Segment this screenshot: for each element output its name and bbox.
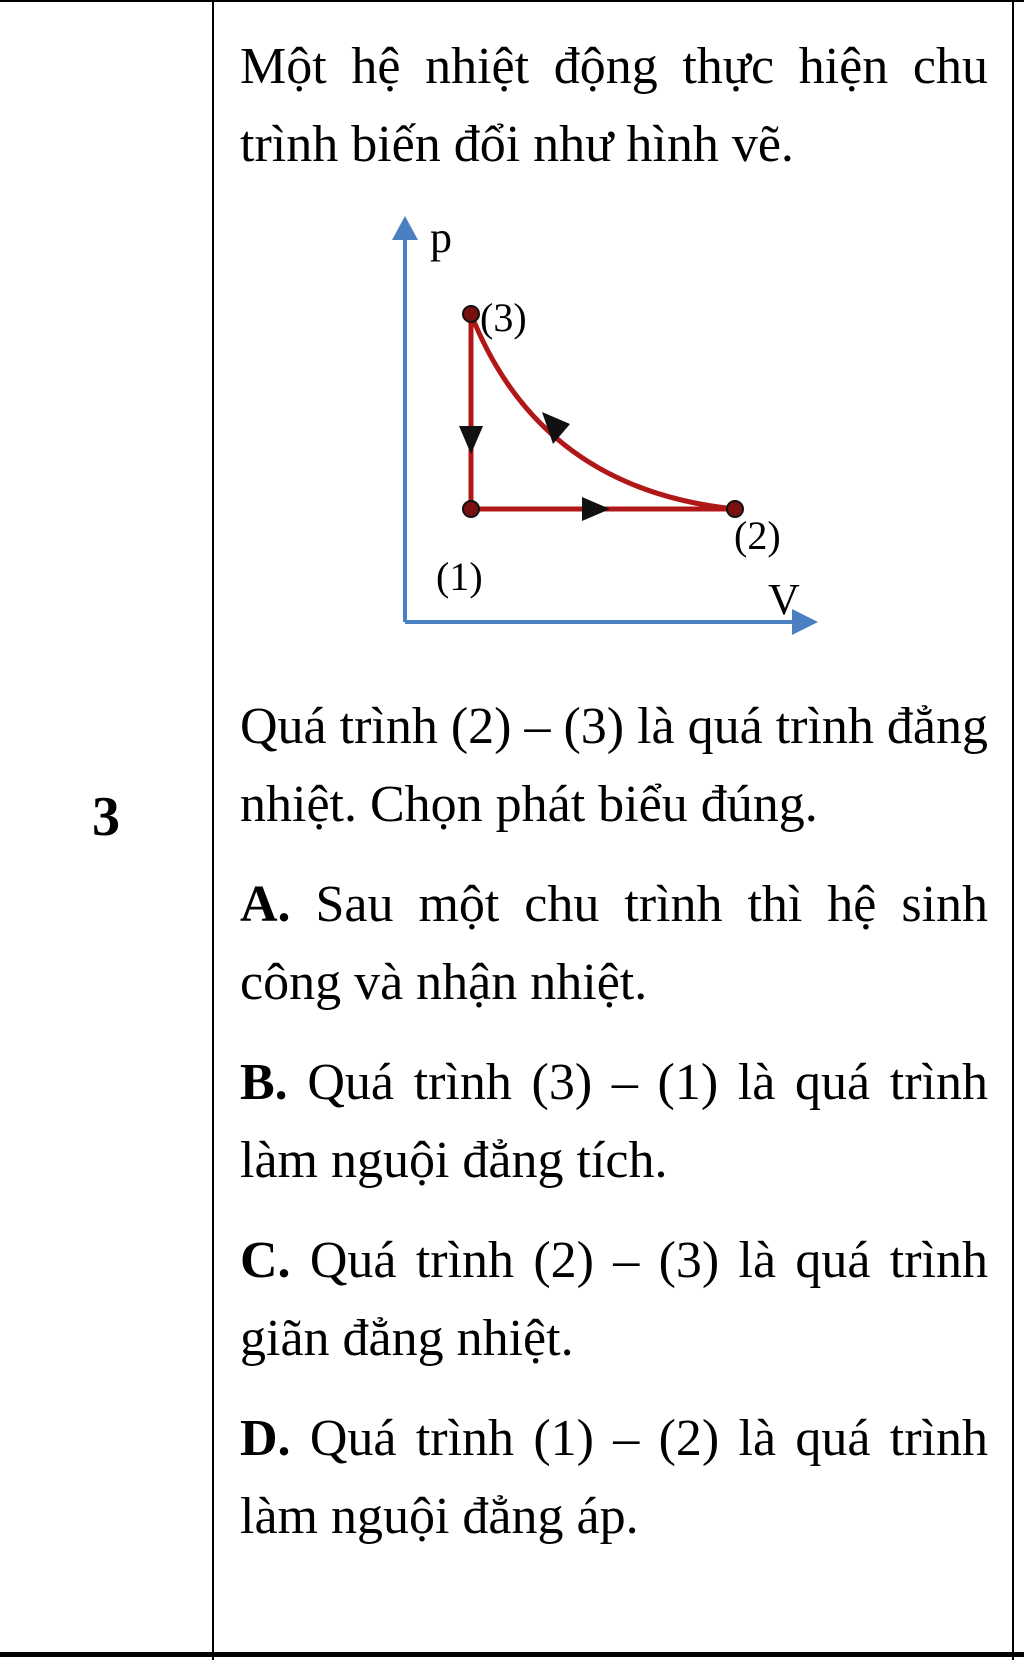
option-c[interactable] [240, 1222, 988, 1378]
option-a[interactable] [240, 866, 988, 1022]
option-d-letter: D. [240, 1410, 291, 1467]
y-axis-arrow-icon [392, 216, 418, 240]
option-b-letter: B. [240, 1054, 288, 1111]
option-d-text: Quá trình (1) – (2) là quá trình làm nguội đẳng áp. [240, 1410, 988, 1545]
question-number: 3 [92, 786, 120, 848]
arrow-right-icon [582, 497, 610, 521]
option-c-text: Quá trình (2) – (3) là quá trình giãn đẳng nhiệt. [240, 1232, 988, 1367]
table-right-border [1012, 0, 1014, 1660]
y-axis-label: p [430, 213, 452, 262]
point-3 [463, 306, 479, 322]
arrow-down-icon [459, 426, 483, 454]
point-label-2: (2) [734, 513, 781, 558]
point-label-3: (3) [480, 295, 527, 340]
pv-diagram-svg [240, 204, 988, 664]
pv-diagram [240, 204, 988, 664]
option-b[interactable] [240, 1044, 988, 1200]
question-intro: Một hệ nhiệt động thực hiện chu trình biến đổi như hình vẽ. [240, 38, 988, 173]
option-d[interactable] [240, 1400, 988, 1556]
column-divider [212, 0, 214, 1660]
point-label-1: (1) [436, 554, 483, 599]
option-a-text: Sau một chu trình thì hệ sinh công và nhận nhiệt. [240, 876, 989, 1011]
x-axis-label: V [768, 575, 800, 624]
option-a-letter: A. [240, 876, 291, 933]
table-top-border [0, 0, 1024, 2]
point-1 [463, 501, 479, 517]
option-c-letter: C. [240, 1232, 291, 1289]
table-bottom-border [0, 1652, 1024, 1657]
question-statement: Quá trình (2) – (3) là quá trình đẳng nhiệt. Chọn phát biểu đúng. [240, 698, 989, 833]
question-content [240, 28, 988, 1556]
option-b-text: Quá trình (3) – (1) là quá trình làm nguội đẳng tích. [240, 1054, 988, 1189]
process-2-3 [471, 314, 735, 509]
